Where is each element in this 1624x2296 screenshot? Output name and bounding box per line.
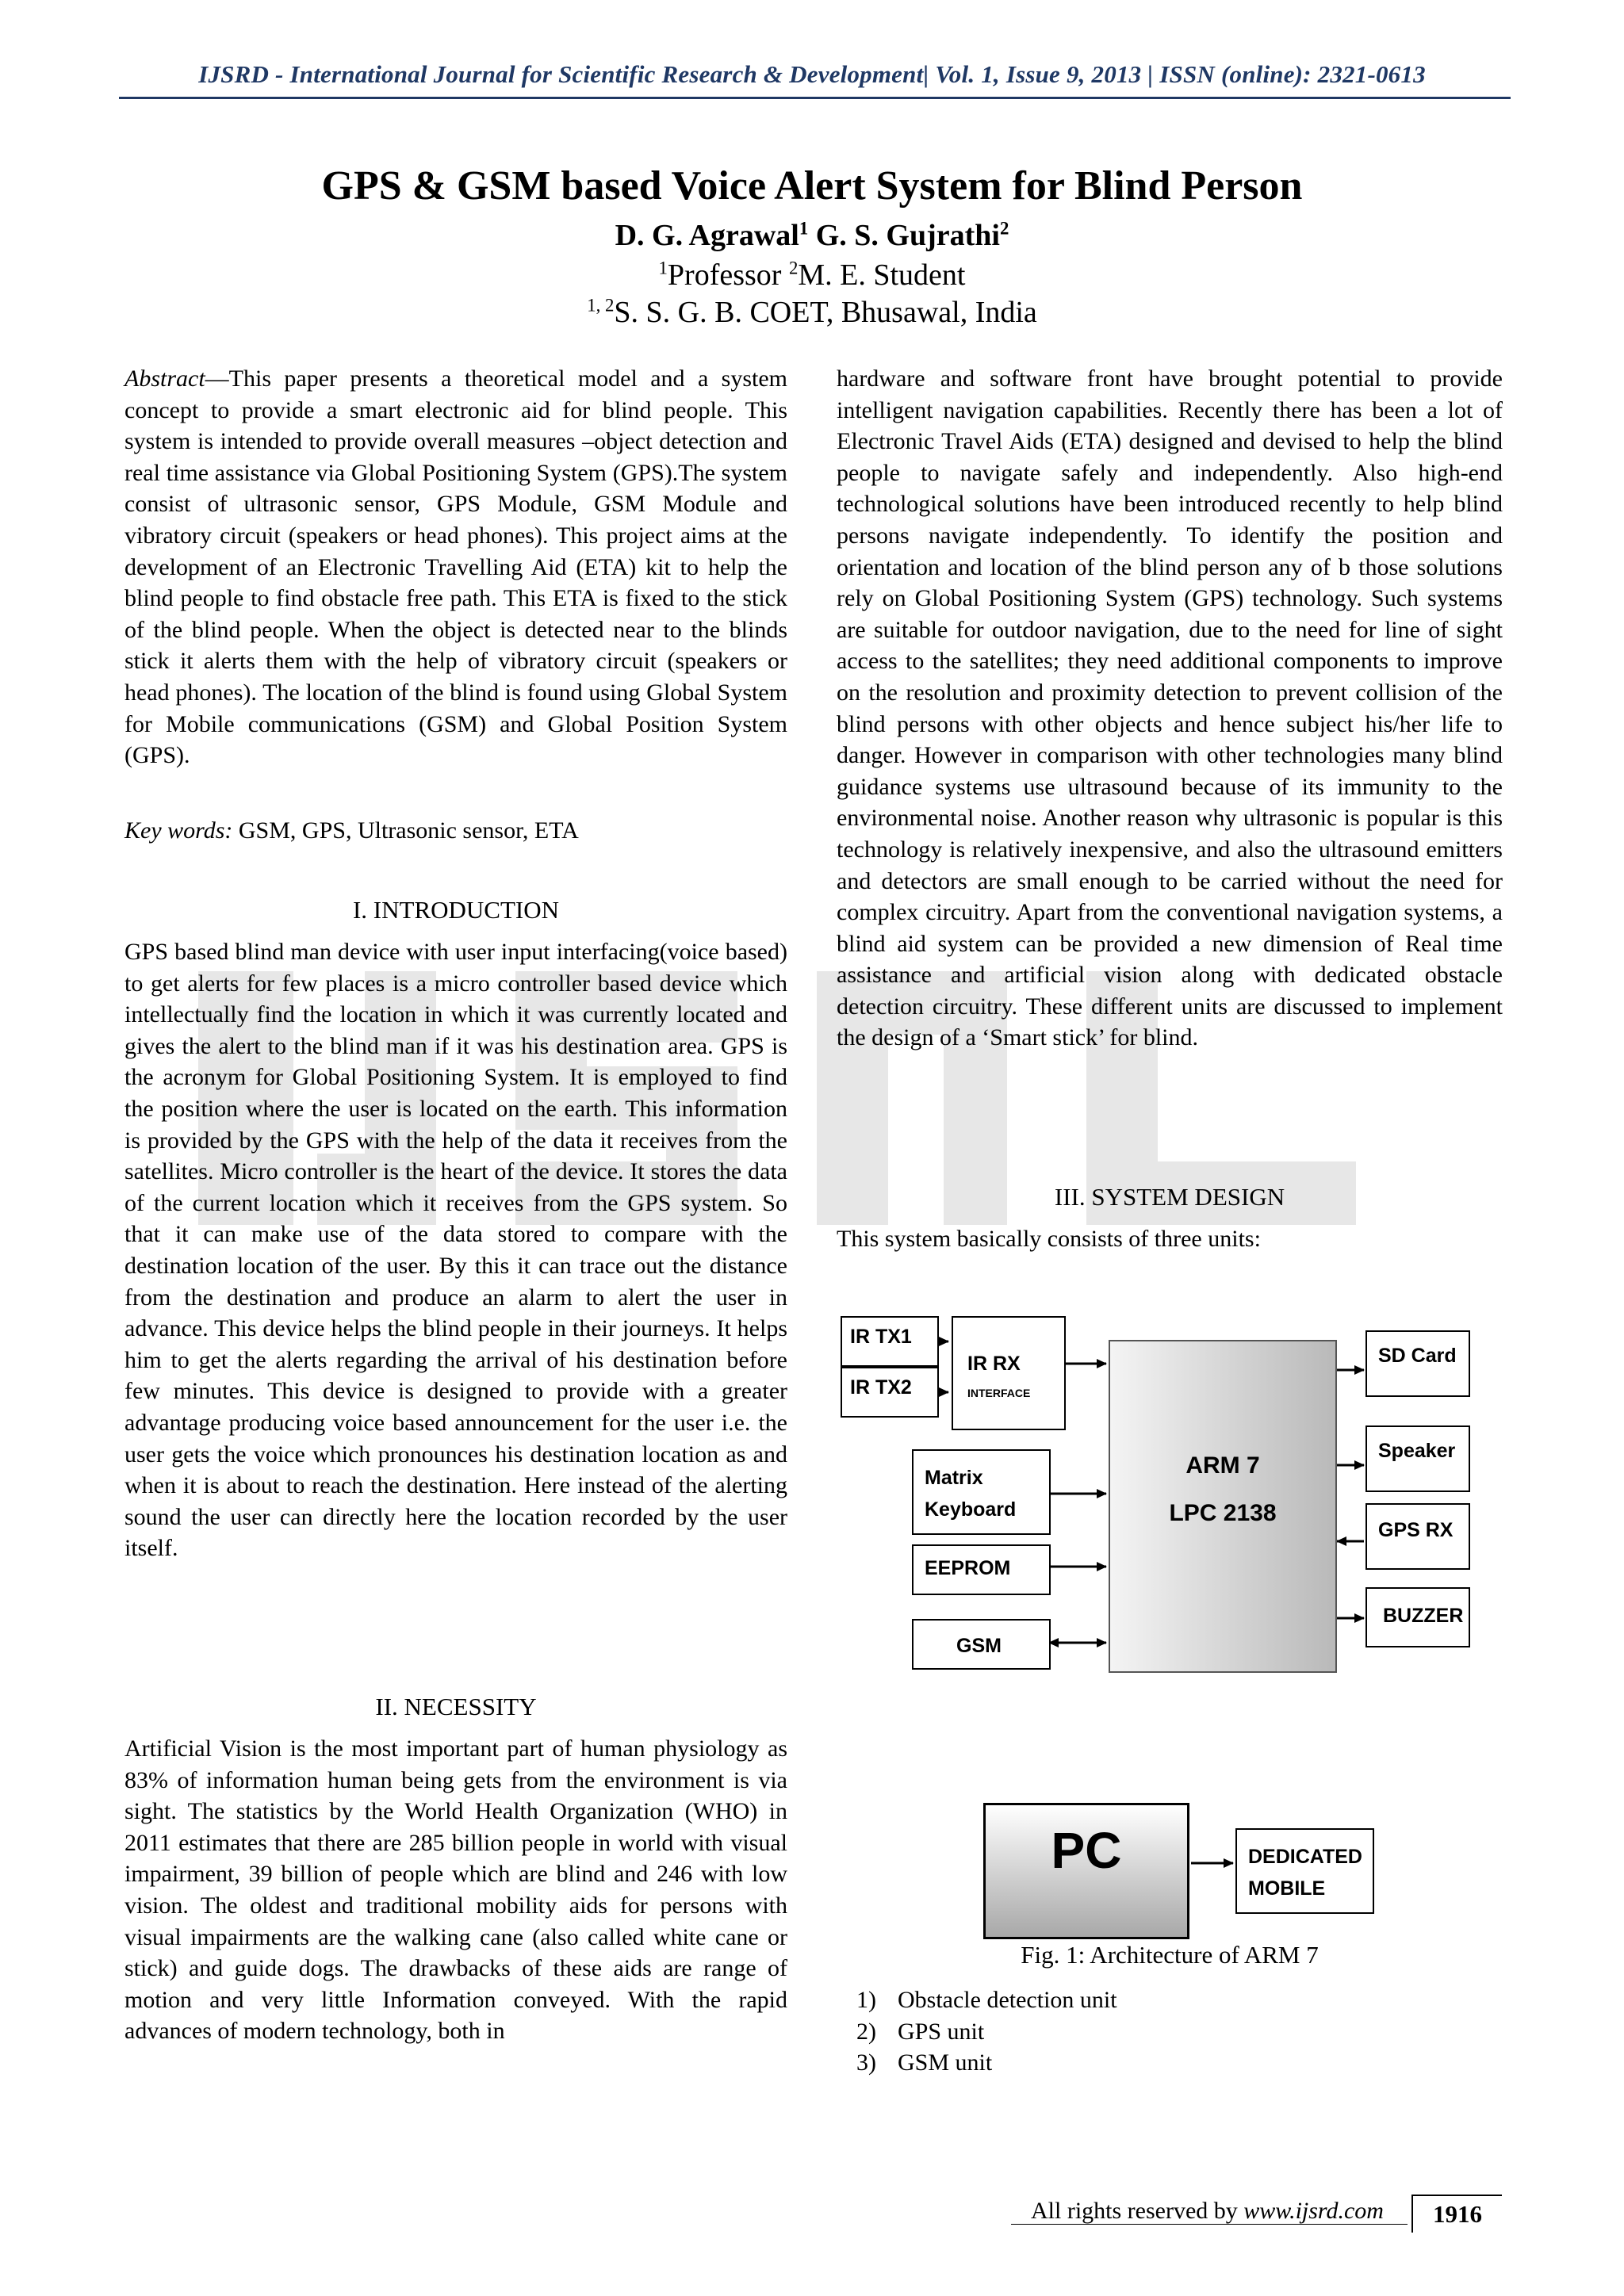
list-label: Obstacle detection unit: [898, 1987, 1117, 2013]
footer-divider: [1011, 2224, 1408, 2225]
page-number: 1916: [1411, 2195, 1502, 2233]
matrix-keyboard-box: [912, 1449, 1051, 1535]
role-2: M. E. Student: [798, 258, 966, 292]
ir-tx2-label: IR TX2: [850, 1376, 912, 1399]
author-1: D. G. Agrawal: [615, 219, 799, 252]
gps-rx-label: GPS RX: [1378, 1519, 1454, 1541]
right-column-paragraph: [837, 363, 1503, 1054]
list-item: [856, 1984, 1491, 2016]
arm7-processor-box: [1109, 1340, 1337, 1673]
pc-box: [983, 1803, 1189, 1939]
section-heading-system-design: III. SYSTEM DESIGN: [1054, 1183, 1285, 1211]
role-1-sup: 1: [658, 258, 668, 278]
eeprom-box: [912, 1544, 1051, 1595]
list-number: 2): [856, 2018, 876, 2045]
sd-card-box: [1365, 1330, 1470, 1397]
ir-tx1-box: [841, 1316, 939, 1367]
system-design-intro: This system basically consists of three units:: [837, 1226, 1261, 1252]
figure-caption: Fig. 1: Architecture of ARM 7: [1021, 1941, 1319, 1969]
eeprom-label: EEPROM: [925, 1557, 1011, 1579]
arm7-label: ARM 7: [1185, 1452, 1260, 1479]
author-roles: [0, 258, 1624, 293]
ir-tx1-label: IR TX1: [850, 1326, 912, 1348]
lpc2138-label: LPC 2138: [1169, 1500, 1277, 1526]
gsm-label: GSM: [956, 1635, 1002, 1657]
dedicated-mobile-box: [1235, 1828, 1374, 1914]
section-heading-introduction: I. INTRODUCTION: [352, 896, 560, 924]
author-2-sup: 2: [999, 218, 1009, 239]
speaker-box: [1365, 1425, 1470, 1492]
affil-text: S. S. G. B. COET, Bhusawal, India: [614, 296, 1037, 329]
architecture-diagram: [833, 1299, 1499, 1933]
author-line: [0, 218, 1624, 253]
necessity-text: Artificial Vision is the most important part of human physiology as 83% of information human being gets from the environment is via sight. The statistics by the World Health Organization (WHO) in 2011 estimates that there are 285 billion people in world with visual impairment, 39 billion of people which are blind and 246 with low vision. The oldest and traditional mobility aids for persons with visual impairments are the walking cane (also called white cane or stick) and guide dogs. The drawbacks of these aids are range of motion and very little Information conveyed. With the rapid advances of modern technology, both in: [124, 1735, 787, 2045]
footer-rights: [1031, 2198, 1384, 2225]
affiliation: [0, 295, 1624, 330]
rights-text: All rights reserved by: [1031, 2198, 1244, 2224]
mobile-label: MOBILE: [1248, 1877, 1326, 1900]
header-divider: [119, 97, 1511, 99]
list-item: [856, 2047, 1491, 2079]
necessity-paragraph: [124, 1733, 787, 2047]
abstract-label: Abstract: [124, 365, 205, 392]
speaker-label: Speaker: [1378, 1440, 1456, 1462]
ir-rx-label: IR RX: [967, 1353, 1021, 1375]
keyboard-label: Keyboard: [925, 1498, 1017, 1521]
author-1-sup: 1: [799, 218, 809, 239]
dedicated-label: DEDICATED: [1248, 1846, 1362, 1868]
introduction-paragraph: [124, 936, 787, 1564]
buzzer-label: BUZZER: [1383, 1605, 1464, 1627]
keywords-line: [124, 815, 787, 847]
journal-header: IJSRD - International Journal for Scientific Research & Development| Vol. 1, Issue 9, 2013 | ISSN (online): 2321-0613: [198, 60, 1426, 88]
abstract-text: —This paper presents a theoretical model and a system concept to provide a smart electronic aid for blind people. This system is intended to provide overall measures –object detection and real time assistance via Global Positioning System (GPS).The system consist of ultrasonic sensor, GPS Module, GSM Module and vibratory circuit (speakers or head phones). This project aims at the development of an Electronic Travelling Aid (ETA) kit to help the blind people to find obstacle free path. This ETA is fixed to the stick of the blind people. When the object is detected near to the blinds stick it alerts them with the help of vibratory circuit (speakers or head phones). The location of the blind is found using Global System for Mobile communications (GSM) and Global Position System (GPS).: [124, 365, 787, 769]
list-number: 3): [856, 2049, 876, 2076]
pc-label: PC: [1051, 1822, 1122, 1879]
list-label: GSM unit: [898, 2049, 993, 2076]
gsm-box: [912, 1619, 1051, 1670]
interface-label: INTERFACE: [967, 1387, 1031, 1399]
keywords-label: Key words:: [124, 817, 233, 844]
list-item: [856, 2016, 1491, 2048]
ir-tx2-box: [841, 1367, 939, 1418]
section-heading-necessity: II. NECESSITY: [375, 1693, 537, 1720]
introduction-text: GPS based blind man device with user input interfacing(voice based) to get alerts for few places is a micro controller based device which intellectually find the location in which it was currently located and gives the alert to the blind man if it was his destination area. GPS is the acronym for Global Positioning System. It is employed to find the position where the user is located on the earth. This information is provided by the GPS with the help of the data it receives from the satellites. Micro controller is the heart of the device. It stores the data of the current location which it receives from the GPS system. So that it can make use of the data stored to compare with the destination location of the user. By this it can trace out the distance from the destination and produce an alarm to alert the user in advance. This device helps the blind people in their journeys. It helps him to get the alerts regarding the arrival of his destination before few minutes. This device is designed to provide with a greater advantage producing voice based announcement for the user i.e. the user gets the voice which pronounces his destination location as and when it is about to reach the destination. Here instead of the alerting sound the user can directly here the location recorded by the user itself.: [124, 939, 787, 1562]
right-column-text: hardware and software front have brought potential to provide intelligent navigation capabilities. Recently there has been a lot of Electronic Travel Aids (ETA) designed and devised to help the blind people to navigate safely and independently. Also high-end technological solutions have been introduced recently to help blind persons navigate independently. To identify the position and orientation and location of the blind person any of b those solutions rely on Global Positioning System (GPS) technology. Such systems are suitable for outdoor navigation, due to the need for line of sight access to the satellites; they need additional components to improve on the resolution and proximity detection to prevent collision of the blind persons with other objects and hence subject his/her life to danger. However in comparison with other technologies many blind guidance systems use ultrasound because of its immunity to the environmental noise. Another reason why ultrasonic is popular is this technology is relatively inexpensive, and also the ultrasound emitters and detectors are small enough to be carried without the need for complex circuitry. Apart from the conventional navigation systems, a blind aid system can be provided a new dimension of Real time assistance and artificial vision along with dedicated obstacle detection circuitry. These different units are discussed to implement the design of a ‘Smart stick’ for blind.: [837, 365, 1503, 1051]
list-number: 1): [856, 1987, 876, 2013]
list-label: GPS unit: [898, 2018, 985, 2045]
matrix-label: Matrix: [925, 1467, 983, 1489]
buzzer-box: [1365, 1587, 1470, 1647]
ir-rx-interface-box: [952, 1316, 1066, 1430]
affil-sup: 1, 2: [587, 295, 615, 316]
abstract-paragraph: [124, 363, 787, 771]
paper-title: GPS & GSM based Voice Alert System for Blind Person: [321, 163, 1303, 209]
author-2: G. S. Gujrathi: [815, 219, 1000, 252]
role-1: Professor: [667, 258, 782, 292]
gps-rx-box: [1365, 1503, 1470, 1570]
site-link[interactable]: www.ijsrd.com: [1243, 2198, 1384, 2224]
units-list: [856, 1984, 1491, 2079]
role-2-sup: 2: [788, 258, 799, 278]
keywords-text: GSM, GPS, Ultrasonic sensor, ETA: [232, 817, 579, 844]
sd-card-label: SD Card: [1378, 1345, 1457, 1367]
